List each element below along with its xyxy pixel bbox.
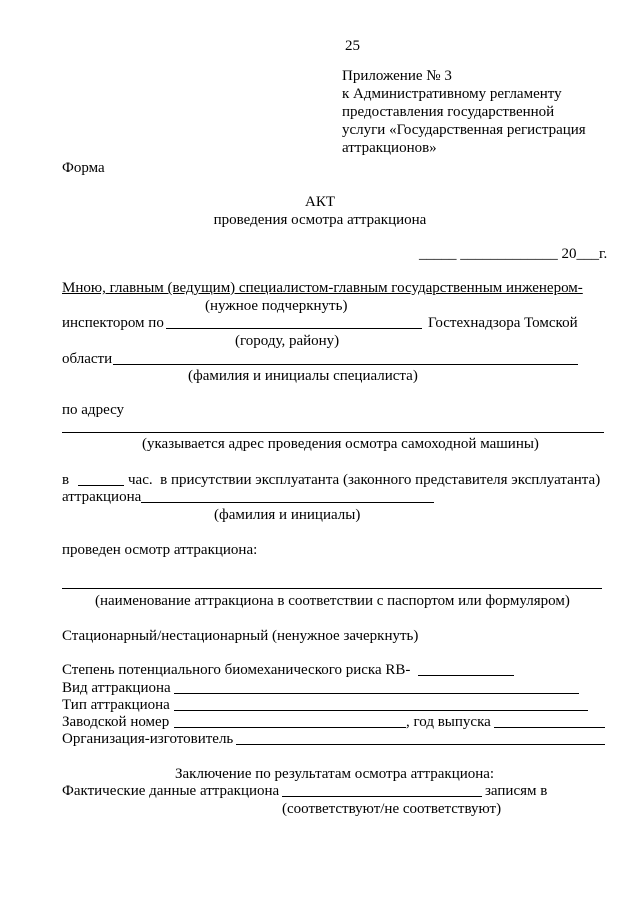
presence-line-1-prefix: в — [62, 472, 70, 488]
type-field-line[interactable] — [174, 710, 588, 711]
conclusion-title: Заключение по результатам осмотра аттракциона: — [175, 766, 495, 782]
inspector-line-1: Мною, главным (ведущим) специалистом-главным государственным инженером- — [62, 280, 583, 296]
inspector-hint-3: (фамилия и инициалы специалиста) — [188, 368, 418, 384]
inspector-name-field-line[interactable] — [113, 364, 578, 365]
serial-label: Заводской номер — [62, 714, 170, 730]
serial-field-line[interactable] — [174, 727, 406, 728]
address-label: по адресу — [62, 402, 125, 418]
conclusion-line-suffix: записям в — [485, 783, 548, 799]
year-label: , год выпуска — [406, 714, 491, 730]
stationary-line: Стационарный/нестационарный (ненужное зачеркнуть) — [62, 628, 419, 644]
operator-name-field-line[interactable] — [141, 502, 434, 503]
inspector-line-3-prefix: области — [62, 351, 113, 367]
page-number: 25 — [345, 38, 360, 54]
time-field-line[interactable] — [78, 485, 124, 486]
inspector-hint-2: (городу, району) — [235, 333, 340, 349]
attraction-name-field-line[interactable] — [62, 588, 602, 589]
address-field-line[interactable] — [62, 432, 604, 433]
form-label: Форма — [62, 160, 105, 176]
appendix-line-2: к Административному регламенту — [342, 86, 562, 102]
appendix-line-3: предоставления государственной — [342, 104, 555, 120]
year-field-line[interactable] — [494, 727, 605, 728]
manufacturer-label: Организация-изготовитель — [62, 731, 234, 747]
presence-line-1-text: час. в присутствии эксплуатанта (законного представителя эксплуатанта) — [128, 472, 601, 488]
appendix-line-1: Приложение № 3 — [342, 68, 452, 84]
inspection-label: проведен осмотр аттракциона: — [62, 542, 258, 558]
date-line: _____ _____________ 20___г. — [419, 246, 608, 262]
inspector-line-2-prefix: инспектором по — [62, 315, 164, 331]
district-field-line[interactable] — [166, 328, 422, 329]
kind-field-line[interactable] — [174, 693, 579, 694]
type-label: Тип аттракциона — [62, 697, 170, 713]
manufacturer-field-line[interactable] — [236, 744, 605, 745]
presence-line-2-prefix: аттракциона — [62, 489, 142, 505]
risk-field-line[interactable] — [418, 675, 514, 676]
conclusion-field-line[interactable] — [282, 796, 482, 797]
inspector-hint-1: (нужное подчеркнуть) — [205, 298, 348, 314]
act-subtitle: проведения осмотра аттракциона — [213, 212, 427, 228]
conclusion-line-prefix: Фактические данные аттракциона — [62, 783, 280, 799]
inspection-hint: (наименование аттракциона в соответствии с паспортом или формуляром) — [95, 593, 570, 609]
kind-label: Вид аттракциона — [62, 680, 171, 696]
address-hint: (указывается адрес проведения осмотра самоходной машины) — [142, 436, 539, 452]
inspector-line-2-suffix: Гостехнадзора Томской — [428, 315, 578, 331]
risk-label: Степень потенциального биомеханического риска RB- — [62, 662, 411, 678]
appendix-line-5: аттракционов» — [342, 140, 437, 156]
appendix-line-4: услуги «Государственная регистрация — [342, 122, 586, 138]
conclusion-hint: (соответствуют/не соответствуют) — [282, 801, 502, 817]
act-title: АКТ — [305, 194, 335, 210]
presence-hint: (фамилия и инициалы) — [214, 507, 361, 523]
